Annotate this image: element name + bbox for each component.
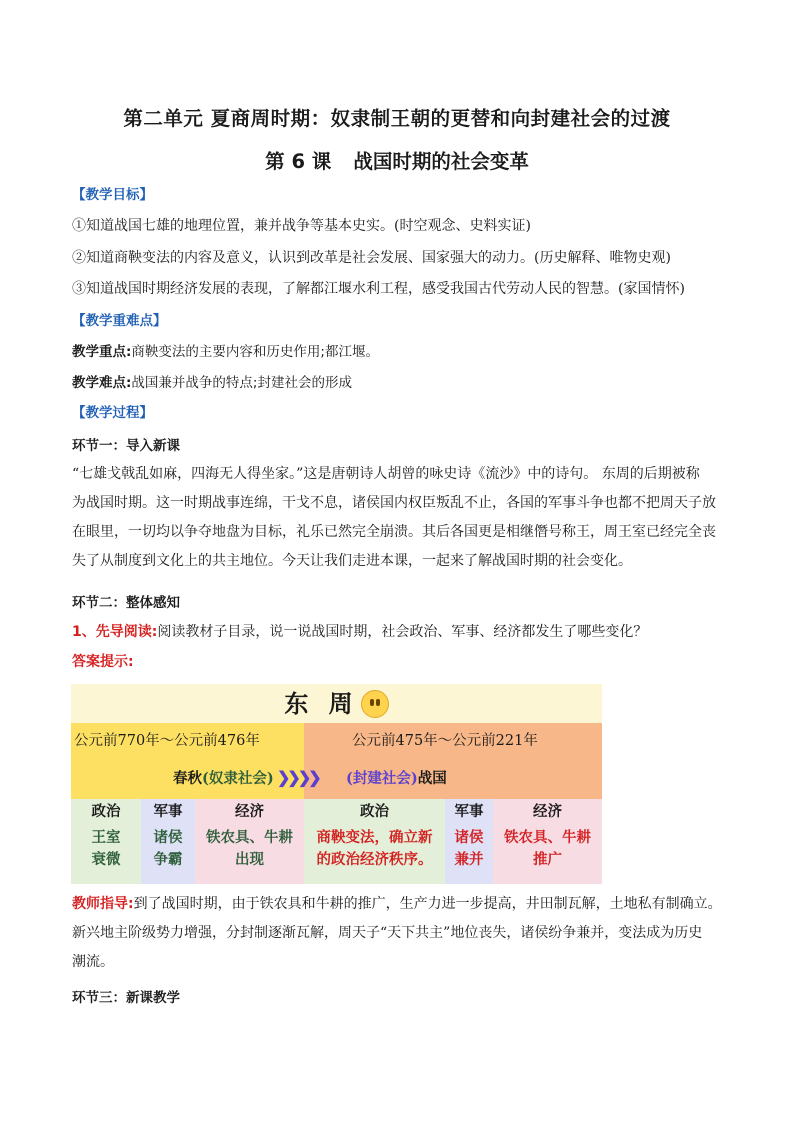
transition-arrows-icon: ❯❯❯❯ bbox=[277, 768, 319, 787]
column-body-line: 争霸 bbox=[153, 851, 183, 868]
column-header: 经济 bbox=[493, 799, 602, 825]
difficulty-label: 教学难点: bbox=[72, 375, 132, 391]
focus-text: 商鞅变法的主要内容和历史作用;都江堰。 bbox=[131, 344, 379, 360]
column-body-line: 的政治经济秩序。 bbox=[316, 851, 433, 868]
paragraph-line: 失了从制度到文化上的共主地位。今天让我们走进本课，一起来了解战国时期的社会变化。 bbox=[72, 553, 632, 569]
guide-reading bbox=[72, 622, 647, 642]
column-body-line: 铁农具、牛耕 bbox=[206, 829, 293, 846]
column-header: 军事 bbox=[445, 799, 493, 825]
column-body-line: 衰微 bbox=[91, 851, 121, 868]
column-body-line: 兼并 bbox=[454, 851, 484, 868]
column-header: 军事 bbox=[141, 799, 195, 825]
column-header: 经济 bbox=[195, 799, 304, 825]
paragraph-line: 潮流。 bbox=[72, 954, 114, 970]
column-body-line: 诸侯 bbox=[153, 829, 183, 846]
column-body bbox=[71, 825, 141, 884]
chunqiu-label bbox=[173, 767, 274, 788]
paragraph-line: “七雄戈戟乱如麻，四海无人得坐家。”这是唐朝诗人胡曾的咏史诗《流沙》中的诗句。 东周的后期被称 bbox=[72, 466, 700, 482]
teacher-guidance bbox=[72, 890, 727, 977]
column-body-line: 商鞅变法，确立新 bbox=[316, 829, 433, 846]
zhanguo-period-band bbox=[304, 723, 602, 799]
paragraph-line bbox=[72, 890, 727, 919]
step3-title: 环节三：新课教学 bbox=[72, 990, 180, 1006]
teaching-difficulty bbox=[72, 373, 352, 393]
paragraph-line: 在眼里，一切均以争夺地盘为目标，礼乐已然完全崩溃。其后各国更是相继僭号称王，周王室已经完全丧 bbox=[72, 524, 716, 540]
column-body-line: 铁农具、牛耕 bbox=[504, 829, 591, 846]
step1-paragraph bbox=[72, 460, 727, 576]
slave-society-text: (奴隶社会) bbox=[202, 770, 274, 787]
column-header: 政治 bbox=[304, 799, 445, 825]
process-heading: 【教学过程】 bbox=[72, 405, 153, 421]
answer-label: 答案提示: bbox=[72, 654, 134, 670]
column-body-line: 王室 bbox=[91, 829, 121, 846]
guide-text: 阅读教材子目录，说一说战国时期，社会政治、军事、经济都发生了哪些变化？ bbox=[157, 624, 648, 640]
smiley-emoji-icon bbox=[361, 690, 389, 718]
difficulty-text: 战国兼并战争的特点;封建社会的形成 bbox=[131, 375, 352, 391]
zhanguo-label bbox=[346, 767, 447, 788]
column-body bbox=[493, 825, 602, 884]
column-body-line: 出现 bbox=[235, 851, 264, 868]
column-header: 政治 bbox=[71, 799, 141, 825]
lesson-number: 第 6 课 bbox=[265, 150, 332, 173]
guide-label: 1、先导阅读: bbox=[72, 624, 158, 640]
feudal-society-text: (封建社会) bbox=[346, 770, 418, 787]
focus-label: 教学重点: bbox=[72, 344, 132, 360]
step1-title: 环节一：导入新课 bbox=[72, 438, 180, 454]
column-body-line: 推广 bbox=[533, 851, 562, 868]
lesson-title bbox=[0, 146, 794, 174]
teacher-label: 教师指导: bbox=[72, 896, 134, 912]
diagram-title-text: 东 周 bbox=[284, 689, 359, 718]
column-body-line: 诸侯 bbox=[454, 829, 484, 846]
teacher-text: 到了战国时期，由于铁农具和牛耕的推广，生产力进一步提高，井田制瓦解，土地私有制确立。 bbox=[133, 896, 722, 912]
objective-item: ①知道战国七雄的地理位置，兼并战争等基本史实。(时空观念、史料实证) bbox=[72, 218, 531, 234]
column-body bbox=[304, 825, 445, 884]
diagram-title bbox=[71, 684, 602, 723]
chunqiu-text: 春秋 bbox=[173, 770, 202, 787]
objective-item: ②知道商鞅变法的内容及意义，认识到改革是社会发展、国家强大的动力。(历史解释、唯物史观) bbox=[72, 250, 671, 266]
chunqiu-period-band bbox=[71, 723, 304, 799]
lesson-name: 战国时期的社会变革 bbox=[353, 150, 529, 173]
step2-title: 环节二：整体感知 bbox=[72, 595, 180, 611]
paragraph-line: 新兴地主阶级势力增强，分封制逐渐瓦解，周天子“天下共主”地位丧失，诸侯纷争兼并，变法成为历史 bbox=[72, 925, 703, 941]
keypoints-heading: 【教学重难点】 bbox=[72, 313, 167, 329]
column-body bbox=[195, 825, 304, 884]
teaching-focus bbox=[72, 342, 379, 362]
paragraph-line: 为战国时期。这一时期战事连绵，干戈不息，诸侯国内权臣叛乱不止，各国的军事斗争也都不把周天子放 bbox=[72, 495, 716, 511]
objective-item: ③知道战国时期经济发展的表现，了解都江堰水利工程，感受我国古代劳动人民的智慧。(家国情怀) bbox=[72, 281, 685, 297]
objectives-heading: 【教学目标】 bbox=[72, 187, 153, 203]
unit-title: 第二单元 夏商周时期：奴隶制王朝的更替和向封建社会的过渡 bbox=[123, 107, 671, 130]
left-date-range: 公元前770年～公元前476年 bbox=[74, 733, 260, 749]
right-date-range: 公元前475年～公元前221年 bbox=[352, 733, 538, 749]
zhanguo-text: 战国 bbox=[417, 770, 447, 787]
column-body bbox=[141, 825, 195, 884]
column-body bbox=[445, 825, 493, 884]
eastern-zhou-diagram bbox=[71, 684, 602, 884]
